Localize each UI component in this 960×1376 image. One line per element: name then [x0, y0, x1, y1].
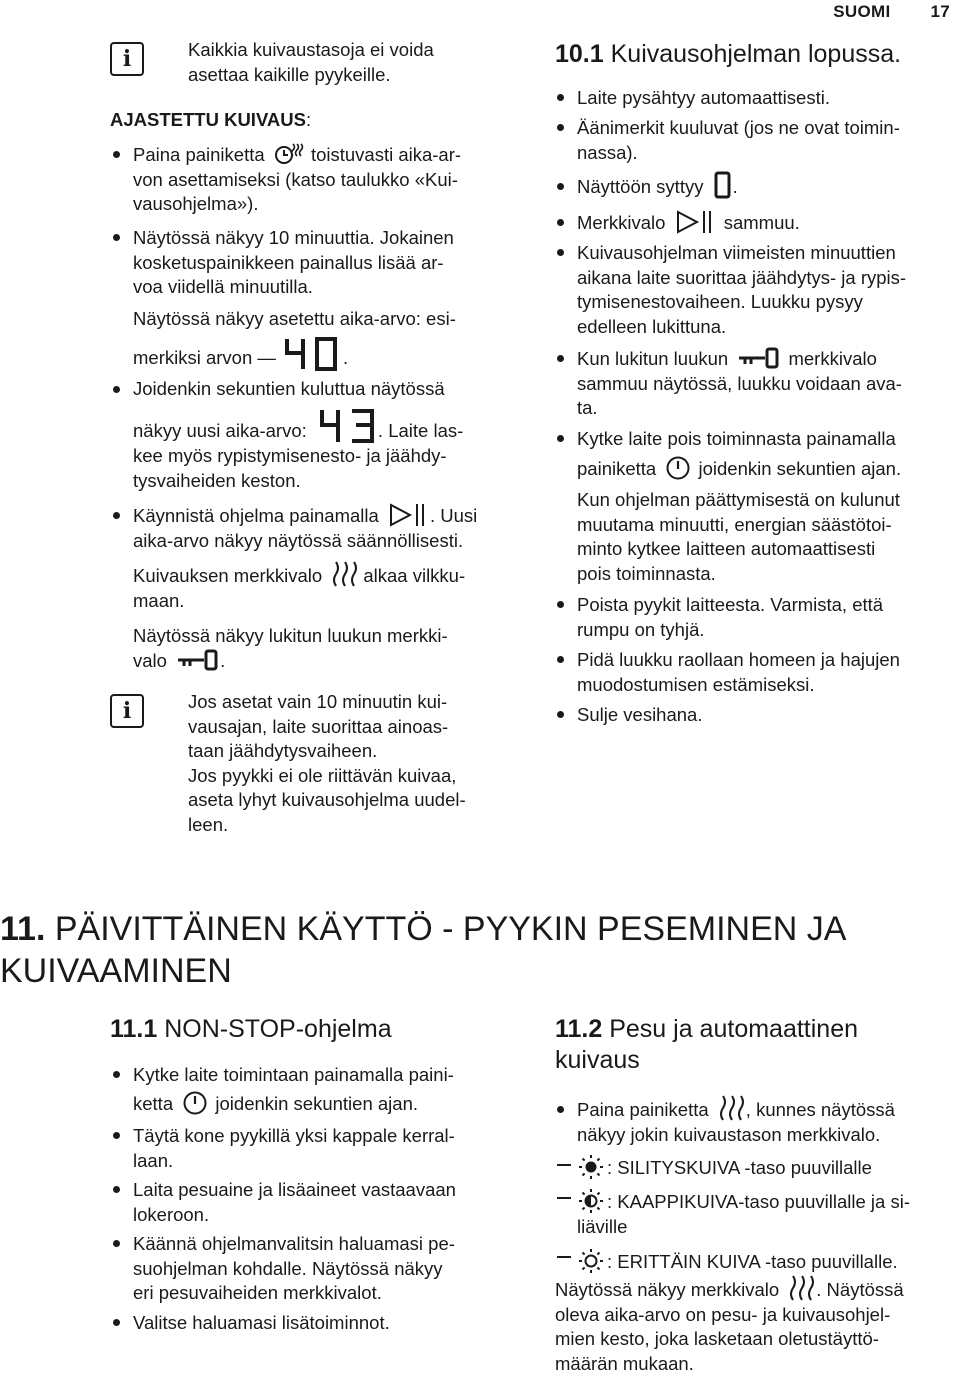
bullet: [557, 656, 564, 663]
bullet: [557, 435, 564, 442]
door-icon: [713, 171, 733, 199]
info-icon: i: [110, 694, 144, 728]
list-item: Käynnistä ohjelma painamalla . Uusi aika-arvo näkyy näytössä säännöllisesti.: [133, 504, 523, 553]
section-11-heading: 11. PÄIVITTÄINEN KÄYTTÖ - PYYKIN PESEMINEN JA KUIVAAMINEN: [0, 910, 847, 990]
list-item: Kuivausohjelman viimeisten minuuttien aikana laite suorittaa jäähdytys- ja rypis- tymisenestovaiheen. Luukku pysyy edelleen lukittuna.: [577, 242, 907, 337]
bullet: [113, 386, 120, 393]
dash: [557, 1164, 571, 1166]
list-item: Paina painiketta , kunnes näytössä näkyy jokin kuivaustason merkkivalo.: [577, 1098, 960, 1147]
list-item: Sulje vesihana.: [577, 704, 703, 725]
bullet: [113, 512, 120, 519]
list-item: Käännä ohjelmanvalitsin haluamasi pe- suohjelman kohdalle. Näytössä näkyy eri pesuvaiheiden merkkivalot.: [133, 1233, 455, 1303]
list-item: : KAAPPIKUIVA-taso puuvillalle ja si- liäville: [577, 1190, 960, 1239]
page-header: [793, 2, 950, 22]
display-43-icon: [318, 408, 378, 444]
bullet: [557, 1106, 564, 1113]
extra-dry-level-icon: [577, 1248, 605, 1274]
dash: [557, 1256, 571, 1258]
heading-11-1: 11.1 NON-STOP-ohjelma: [110, 1015, 392, 1043]
start-pause-icon: [675, 209, 717, 235]
bullet: [557, 183, 564, 190]
bullet: [113, 1319, 120, 1326]
list-item: Pidä luukku raollaan homeen ja hajujen muodostumisen estämiseksi.: [577, 649, 900, 695]
list-item: Kun lukitun luukun merkkivalo sammuu näytössä, luukku voidaan ava- ta.: [577, 348, 902, 418]
bullet: [113, 234, 120, 241]
bullet: [113, 151, 120, 158]
bullet: [113, 1240, 120, 1247]
start-pause-icon: [388, 502, 430, 528]
list-item: : SILITYSKUIVA -taso puuvillalle: [577, 1156, 872, 1181]
bullet: [113, 1071, 120, 1078]
info-note-2: Jos asetat vain 10 minuutin kui- vausajan, laite suorittaa ainoas- taan jäähdytysvaiheen. Jos pyykki ei ole riittävän kuivaa, aseta lyhyt kuivausohjelma uudel- leen.: [188, 691, 466, 835]
list-item: Näyttöön syttyy .: [577, 175, 738, 200]
paragraph: Näytössä näkyy lukitun luukun merkki- valo .: [133, 625, 448, 671]
bullet: [557, 124, 564, 131]
list-item-cont: näkyy uusi aika-arvo: . Laite las- kee myös rypistymisenesto- ja jäähdy- tysvaiheiden keston.: [133, 419, 513, 493]
list-item: Poista pyykit laitteesta. Varmista, että rumpu on tyhjä.: [577, 594, 884, 640]
power-icon: [182, 1090, 208, 1116]
drying-icon: [788, 1274, 816, 1302]
heading-10-1: 10.1 Kuivausohjelman lopussa.: [555, 40, 902, 68]
paragraph: merkiksi arvon — .: [133, 346, 348, 371]
list-item: Äänimerkit kuuluvat (jos ne ovat toimin- nassa).: [577, 117, 900, 163]
heading-11-2: 11.2 Pesu ja automaattinen kuivaus: [555, 1015, 859, 1074]
list-item: Merkkivalo sammuu.: [577, 211, 800, 236]
list-item: Joidenkin sekuntien kuluttua näytössä: [133, 378, 445, 399]
list-item: Laita pesuaine ja lisäaineet vastaavaan lokeroon.: [133, 1179, 456, 1225]
bullet: [113, 1132, 120, 1139]
timer-dry-icon: [274, 142, 304, 166]
bullet: [113, 1186, 120, 1193]
list-item: : ERITTÄIN KUIVA -taso puuvillalle.: [577, 1250, 898, 1275]
ajastettu-heading: AJASTETTU KUIVAUS:: [110, 109, 312, 130]
drying-icon: [331, 560, 359, 588]
bullet: [557, 601, 564, 608]
bullet: [557, 711, 564, 718]
section-name: SUOMI: [833, 2, 891, 21]
iron-dry-level-icon: [577, 1154, 605, 1180]
bullet: [557, 249, 564, 256]
paragraph: Näytössä näkyy merkkivalo . Näytössä oleva aika-arvo on pesu- ja kuivausohjel- mien kesto, joka lasketaan oletustäyttö- määrän mukaan.: [555, 1278, 955, 1376]
list-item: Paina painiketta toistuvasti aika-ar- von asettamiseksi (katso taulukko «Kui- vausohjelma»).: [133, 144, 462, 214]
list-item: Laite pysähtyy automaattisesti.: [577, 87, 830, 108]
bullet: [557, 219, 564, 226]
paragraph: Näytössä näkyy asetettu aika-arvo: esi-: [133, 308, 456, 329]
info-note-1: Kaikkia kuivaustasoja ei voida asettaa kaikille pyykeille.: [188, 39, 434, 85]
bullet: [557, 94, 564, 101]
list-item: Kytke laite pois toiminnasta painamalla painiketta joidenkin sekuntien ajan.: [577, 427, 960, 481]
bullet: [557, 355, 564, 362]
list-item: Kytke laite toimintaan painamalla paini- ketta joidenkin sekuntien ajan.: [133, 1063, 523, 1116]
list-item: Näytössä näkyy 10 minuuttia. Jokainen kosketuspainikkeen painallus lisää ar- voa viidellä minuutilla.: [133, 227, 454, 297]
door-lock-icon: [737, 347, 781, 369]
info-icon: i: [110, 42, 144, 76]
list-item: Täytä kone pyykillä yksi kappale kerral- laan.: [133, 1125, 455, 1171]
paragraph: Kuivauksen merkkivalo alkaa vilkku- maan.: [133, 564, 523, 613]
paragraph: Kun ohjelman päättymisestä on kulunut muutama minuutti, energian säästötoi- minto kytkee laitteen automaattisesti pois toiminnasta.: [577, 489, 900, 584]
cupboard-dry-level-icon: [577, 1188, 605, 1214]
page-number: 17: [930, 2, 950, 21]
display-40-icon: [283, 337, 341, 371]
dash: [557, 1197, 571, 1199]
list-item: Valitse haluamasi lisätoiminnot.: [133, 1312, 390, 1333]
door-lock-icon: [176, 649, 220, 671]
drying-icon: [718, 1094, 746, 1122]
power-icon: [665, 455, 691, 481]
